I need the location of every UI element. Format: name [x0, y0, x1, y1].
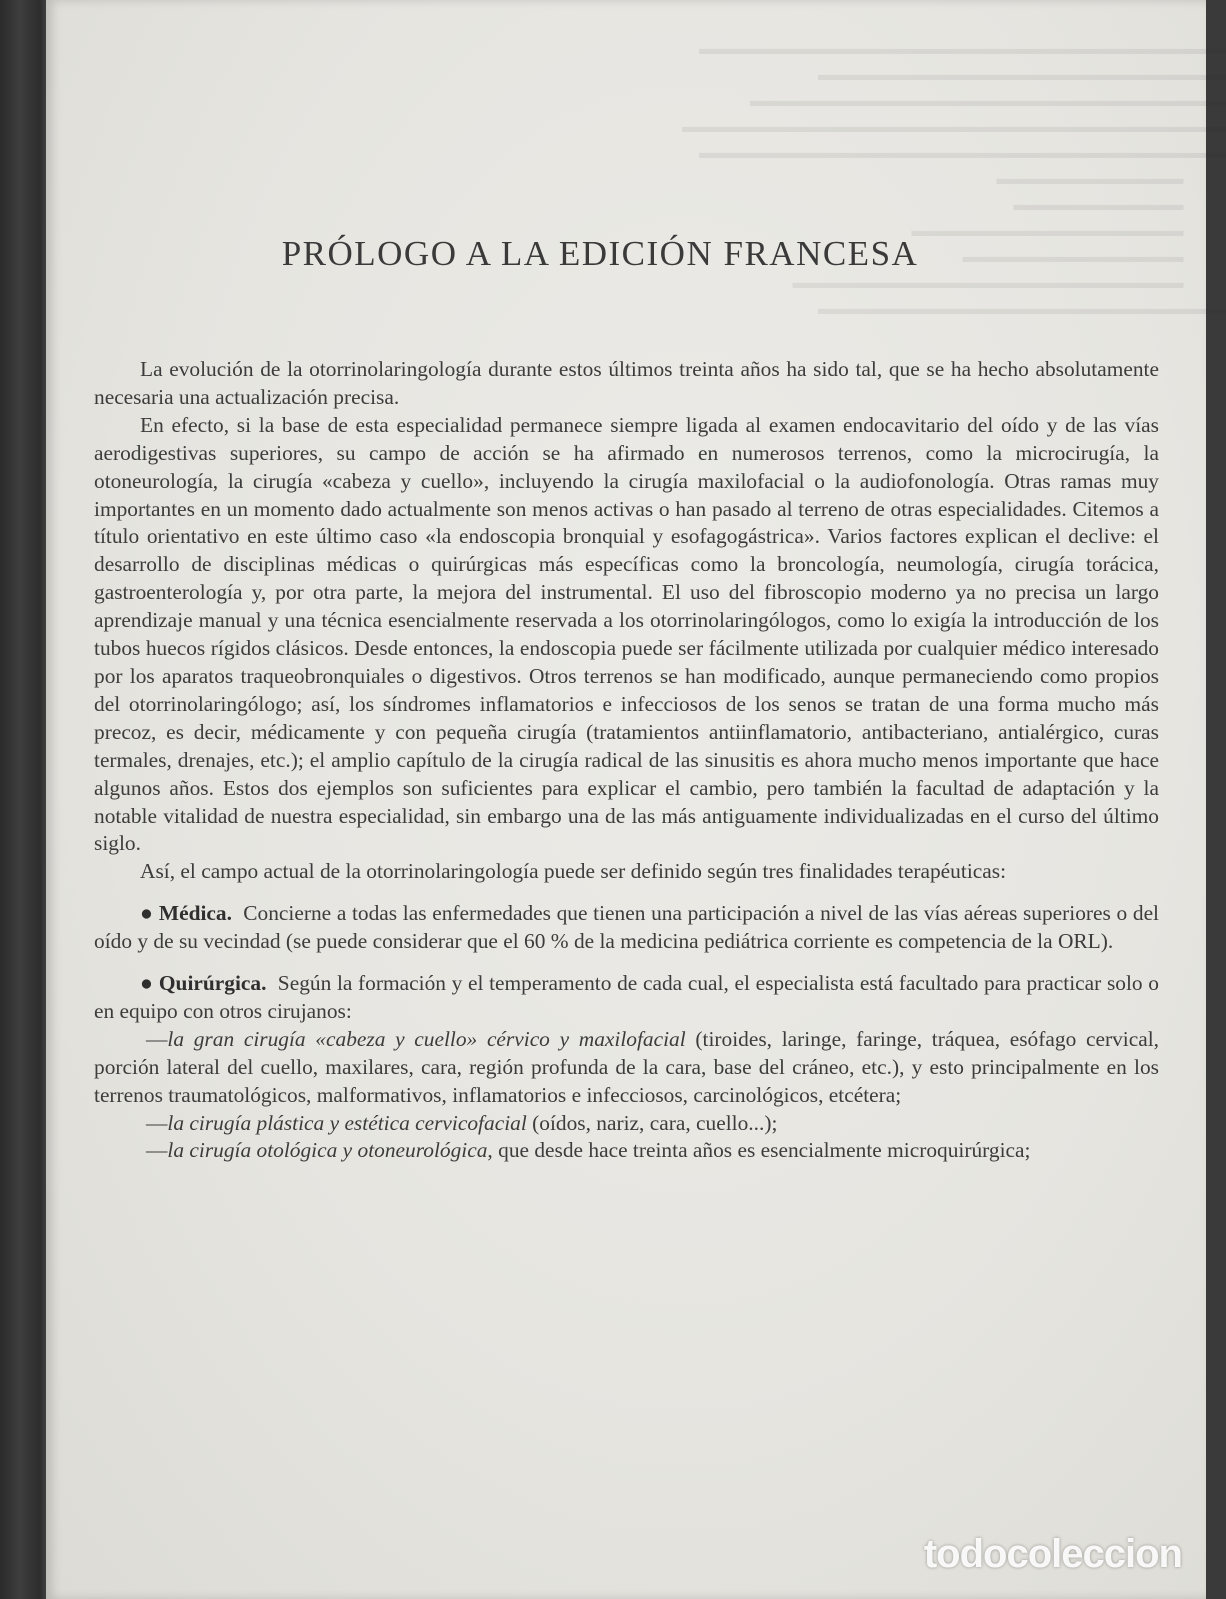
quirurgica-heading: ● Quirúrgica.: [140, 971, 267, 996]
paragraph-efecto: En efecto, si la base de esta especialidad permanece siempre ligada al examen endocavitario del oído y de las vías aerodigestivas superiores, su campo de acción se ha afirmado en numerosos terrenos, como la microcirugía, la otoneurología, la cirugía «cabeza y cuello», incluyendo la cirugía maxilofacial o la audiofonología. Otras ramas muy importantes en un momento dado actualmente son menos activas o han pasado al terreno de otras especialidades. Citemos a título orientativo en este último caso «la endoscopia bronquial y esofagogástrica». Varios factores explican el declive: el desarrollo de disciplinas médicas o quirúrgicas más específicas como la broncología, neumología, cirugía torácica, gastroenterología y, por otra parte, la mejora del instrumental. El uso del fibroscopio moderno ya no precisa un largo aprendizaje manual y una técnica esencialmente reservada a los otorrinolaringólogos, como lo exigía la introducción de los tubos huecos rígidos clásicos. Desde entonces, la endoscopia puede ser fácilmente utilizada por cualquier médico interesado por los aparatos traqueobronquiales o digestivos. Otros terrenos se han modificado, aunque permaneciendo como propios del otorrinolaringólogo; así, los síndromes inflamatorios e infecciosos de los senos se tratan de una forma mucho más precoz, es decir, médicamente y con pequeña cirugía (tratamientos antiinflamatorio, antibacteriano, antialérgico, curas termales, drenajes, etc.); el amplio capítulo de la cirugía radical de las sinusitis es ahora mucho menos importante que hace algunos años. Estos dos ejemplos son suficientes para explicar el cambio, pero también la facultad de adaptación y la notable vitalidad de nuestra especialidad, sin embargo una de las más antiguamente individualizadas en el curso del último siglo.: [94, 412, 1159, 856]
item-italic: la gran cirugía «cabeza y cuello» cérvico y maxilofacial: [167, 1026, 686, 1051]
medica-heading: ● Médica.: [140, 901, 232, 926]
dash: —: [146, 1026, 168, 1051]
list-item: [94, 1026, 1159, 1110]
watermark-logo: todocoleccion: [923, 1532, 1182, 1576]
item-text: (tiroides, laringe, faringe, tráquea, esófago cervical, porción lateral del cuello, maxilares, cara, región profunda de la cara, base del cráneo, etc.), y esto principalmente en los terrenos traumatológicos, malformativos, inflamatorios e infecciosos, carcinológicos, etcétera;: [94, 1026, 1159, 1107]
bleed-through-texture: ▬▬▬▬▬▬▬▬▬▬▬▬▬▬▬▬▬▬▬▬▬▬▬▬▬▬▬▬▬▬▬ ▬▬▬▬▬▬▬▬▬▬▬▬▬▬▬▬▬▬▬▬▬▬▬▬ ▬▬▬▬▬▬▬▬▬▬▬▬▬▬▬▬▬▬▬▬▬▬▬▬▬▬▬▬ ▬▬▬▬▬▬▬▬▬▬▬▬▬▬▬▬▬▬▬▬▬▬▬▬▬▬▬▬▬▬▬▬ ▬▬▬▬▬▬▬▬▬▬▬▬▬▬▬▬▬▬▬▬▬▬▬▬▬▬▬▬▬▬▬ ▬▬▬▬▬▬▬▬▬▬▬ ▬▬▬▬▬▬▬▬▬▬ ▬▬▬▬▬▬▬▬▬▬▬▬▬▬▬▬ ▬▬▬▬▬▬▬▬▬▬▬▬▬ ▬▬▬▬▬▬▬▬▬▬▬▬▬▬▬▬▬▬▬▬▬▬▬ ▬▬▬▬▬▬▬▬▬▬▬▬▬▬▬▬▬▬▬▬▬▬▬▬: [682, 39, 1226, 318]
page-title: PRÓLOGO A LA EDICIÓN FRANCESA: [281, 234, 919, 273]
item-text: (oídos, nariz, cara, cuello...);: [526, 1110, 778, 1135]
section-medica: [94, 900, 1159, 956]
item-italic: la cirugía otológica y otoneurológica: [167, 1138, 488, 1163]
dash: —: [146, 1138, 168, 1163]
prologue-body: [94, 356, 1159, 1165]
item-text: , que desde hace treinta años es esencialmente microquirúrgica;: [487, 1138, 1031, 1163]
list-item: [94, 1137, 1159, 1165]
paragraph-campo-actual: Así, el campo actual de la otorrinolaringología puede ser definido según tres finalidades terapéuticas:: [140, 859, 1007, 884]
quirurgica-text: Según la formación y el temperamento de cada cual, el especialista está facultado para practicar solo o en equipo con otros cirujanos:: [94, 971, 1159, 1023]
list-item: [94, 1110, 1159, 1138]
item-italic: la cirugía plástica y estética cervicofacial: [167, 1110, 527, 1135]
paragraph-evolution: La evolución de la otorrinolaringología durante estos últimos treinta años ha sido tal, que se ha hecho absolutamente necesaria una actualización precisa.: [94, 357, 1159, 409]
section-quirurgica: [94, 970, 1159, 1026]
dash: —: [146, 1110, 168, 1135]
medica-text: Concierne a todas las enfermedades que tienen una participación a nivel de las vías aéreas superiores o del oído y de su vecindad (se puede considerar que el 60 % de la medicina pediátrica corriente es competencia de la ORL).: [94, 901, 1160, 954]
